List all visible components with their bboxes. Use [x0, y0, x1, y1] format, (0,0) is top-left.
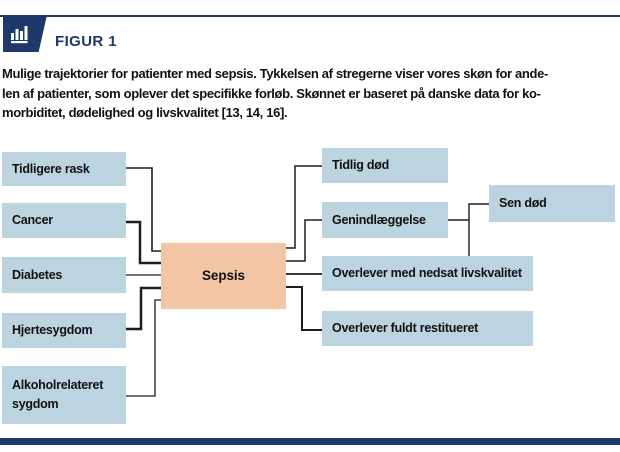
- connector-sepsis-to-genindlaeggelse: [286, 220, 322, 261]
- node-label-hjertesygdom: Hjertesygdom: [12, 323, 93, 338]
- connector-genindlaeggelse-to-sen-dod: [448, 204, 489, 220]
- node-alkoholrelateret-sygdom: [2, 366, 126, 424]
- caption-line-2: len af patienter, som oplever det specifikke forløb. Skønnet er baseret på danske data for ko-: [2, 85, 541, 101]
- node-label-tidlig-dod: Tidlig død: [332, 158, 389, 173]
- node-diabetes: [2, 257, 126, 293]
- node-cancer: [2, 203, 126, 238]
- connector-sepsis-to-overlever-fuldt: [286, 287, 322, 330]
- node-label-diabetes: Diabetes: [12, 267, 63, 282]
- connector-tidligere-rask-to-sepsis: [126, 168, 161, 251]
- node-sepsis: [161, 243, 286, 309]
- header-rule: [0, 15, 620, 17]
- node-overlever-fuldt: [322, 311, 533, 346]
- figure-caption: [2, 64, 618, 123]
- node-label-tidligere-rask: Tidligere rask: [12, 161, 90, 176]
- connector-cancer-to-sepsis: [126, 222, 161, 263]
- node-genindlaeggelse: [322, 202, 448, 238]
- bar-chart-icon: [10, 23, 32, 45]
- node-tidlig-dod: [322, 148, 448, 183]
- node-label-alkoholrelateret-sygdom: Alkoholrelateret sygdom: [12, 378, 104, 411]
- footer-rule: [0, 438, 620, 445]
- figure-badge-label: FIGUR 1: [55, 33, 117, 50]
- node-hjertesygdom: [2, 313, 126, 348]
- caption-line-3: morbiditet, dødelighed og livskvalitet [13, 14, 16].: [2, 105, 288, 120]
- node-sen-dod: [489, 185, 615, 222]
- node-label-sen-dod: Sen død: [499, 196, 547, 211]
- node-label-cancer: Cancer: [12, 213, 53, 228]
- node-label-overlever-nedsat: Overlever med nedsat livskvalitet: [332, 266, 522, 281]
- node-label-genindlaeggelse: Genindlæggelse: [332, 212, 426, 227]
- connector-alkoholrelateret-sygdom-to-sepsis: [126, 300, 161, 396]
- node-label-overlever-fuldt: Overlever fuldt restitueret: [332, 321, 479, 336]
- connector-hjertesygdom-to-sepsis: [126, 288, 161, 329]
- caption-line-1: Mulige trajektorier for patienter med sepsis. Tykkelsen af stregerne viser vores skøn for ande-: [2, 66, 548, 81]
- node-tidligere-rask: [2, 152, 126, 186]
- connector-sepsis-to-tidlig-dod: [286, 166, 322, 248]
- node-label-sepsis: Sepsis: [202, 267, 245, 283]
- node-overlever-nedsat: [322, 256, 533, 291]
